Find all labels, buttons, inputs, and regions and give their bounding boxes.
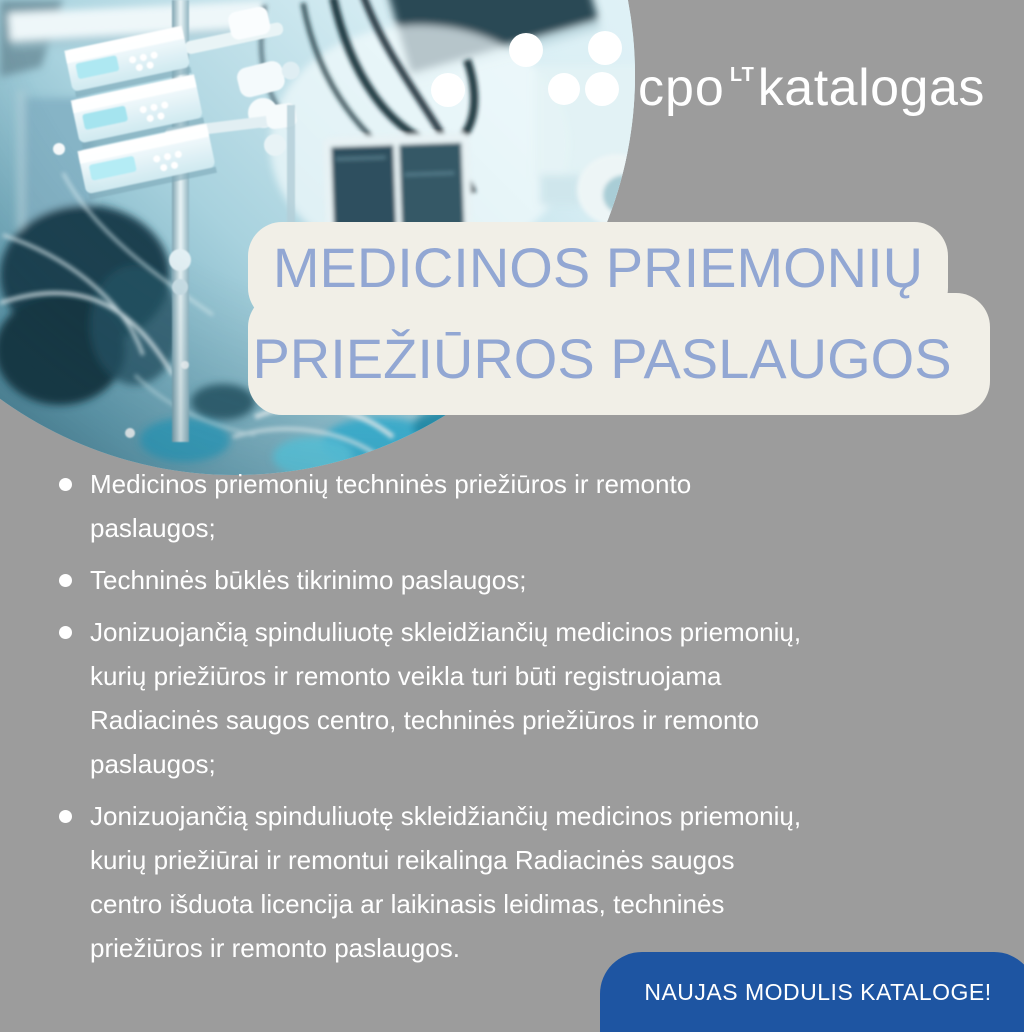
bullet-line: kurių priežiūros ir remonto veikla turi būti registruojama (90, 661, 722, 691)
page-title-line1: MEDICINOS PRIEMONIŲ (272, 235, 924, 299)
logo-dot (548, 73, 580, 105)
bullet-line: priežiūros ir remonto paslaugos. (90, 933, 460, 963)
bullet-line: Medicinos priemonių techninės priežiūros ir remonto (90, 469, 692, 499)
bullet-line: Jonizuojančią spinduliuotę skleidžiančių medicinos priemonių, (90, 617, 802, 647)
list-item (59, 610, 999, 786)
bullet-dot-icon (59, 626, 72, 639)
logo-brand-text: cpo (638, 59, 725, 117)
bullet-line: Jonizuojančią spinduliuotę skleidžiančių medicinos priemonių, (90, 801, 802, 831)
bullet-line: kurių priežiūrai ir remontui reikalinga Radiacinės saugos (90, 845, 735, 875)
bullet-line: Radiacinės saugos centro, techninės priežiūros ir remonto (90, 705, 760, 735)
bullet-line: paslaugos; (90, 749, 216, 779)
bullet-dot-icon (59, 478, 72, 491)
logo-superscript-lt: LT (729, 64, 755, 86)
bullet-dot-icon (59, 574, 72, 587)
bullet-dot-icon (59, 810, 72, 823)
new-module-ribbon[interactable] (600, 952, 1024, 1032)
page-title-line2: PRIEŽIŪROS PASLAUGOS (252, 326, 952, 390)
bullet-line: Techninės būklės tikrinimo paslaugos; (90, 565, 527, 595)
services-bullet-list (59, 462, 999, 978)
brand-logo (638, 52, 985, 124)
list-item (59, 794, 999, 970)
logo-dot (431, 73, 465, 107)
logo-suffix-text: katalogas (757, 59, 985, 117)
ribbon-label: NAUJAS MODULIS KATALOGE! (644, 978, 992, 1005)
list-item (59, 462, 999, 550)
logo-dot (585, 72, 619, 106)
logo-dot (509, 33, 543, 67)
bullet-line: centro išduota licencija ar laikinasis leidimas, techninės (90, 889, 725, 919)
logo-dot (588, 31, 622, 65)
bullet-line: paslaugos; (90, 513, 216, 543)
list-item (59, 558, 999, 602)
